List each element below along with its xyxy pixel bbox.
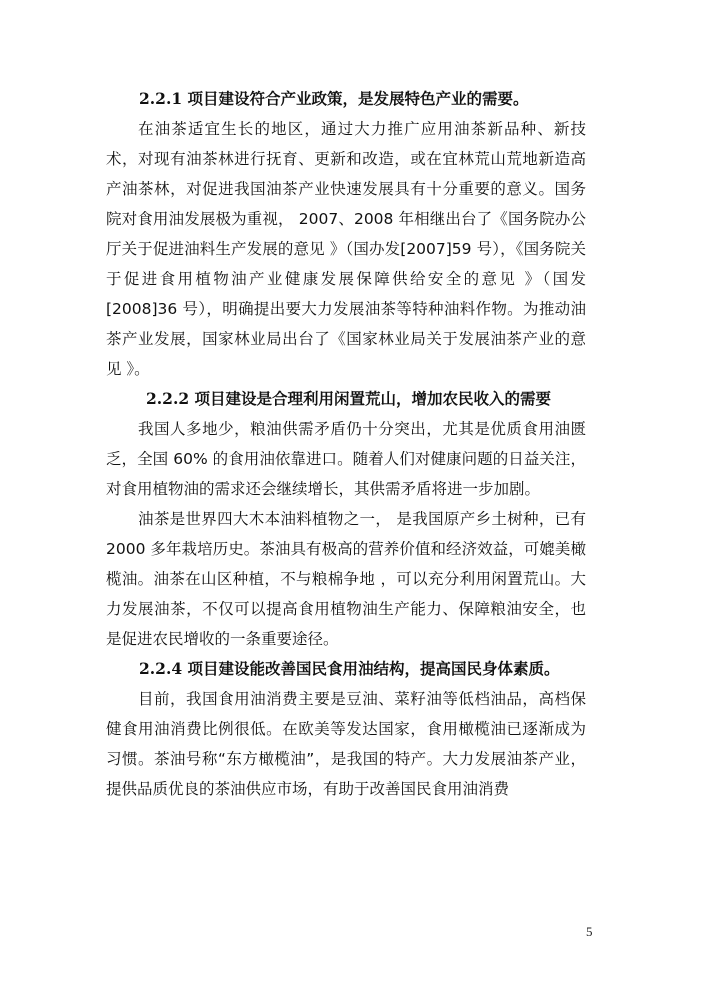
section-2-2-4-paragraph: 目前，我国食用油消费主要是豆油、菜籽油等低档油品，高档保健食用油消费比例很低。在欧美等发达国家，食用橄榄油已逐渐成为习惯。茶油号称“东方橄榄油”，是我国的特产。大力发展油茶产业，提供品质优良的茶油供应市场，有助于改善国民食用油消费 <box>106 690 586 798</box>
section-2-2-2-paragraph-1: 我国人多地少，粮油供需矛盾仍十分突出，尤其是优质食用油匮乏，全国 60% 的食用油依靠进口。随着人们对健康问题的日益关注，对食用植物油的需求还会继续增长，其供需矛盾将进一步加剧。 <box>106 420 586 498</box>
page-number: 5 <box>586 924 593 939</box>
section-heading-2-2-1: 2.2.1 项目建设符合产业政策，是发展特色产业的需要。 <box>139 89 529 108</box>
section-heading-2-2-4: 2.2.4 项目建设能改善国民食用油结构，提高国民身体素质。 <box>139 659 560 678</box>
section-2-2-2-paragraph-2: 油茶是世界四大木本油料植物之一， 是我国原产乡土树种，已有 2000 多年栽培历史。茶油具有极高的营养价值和经济效益，可媲美橄榄油。油茶在山区种植，不与粮棉争地 ，可以充分利用闲置荒山。大力发展油茶，不仅可以提高食用植物油生产能力、保障粮油安全，也是促进农民增收的一条重要途径。 <box>106 510 586 648</box>
section-heading-2-2-2: 2.2.2 项目建设是合理利用闲置荒山，增加农民收入的需要 <box>146 389 552 408</box>
section-2-2-1-paragraph: 在油茶适宜生长的地区，通过大力推广应用油茶新品种、新技术，对现有油茶林进行抚育、更新和改造，或在宜林荒山荒地新造高产油茶林，对促进我国油茶产业快速发展具有十分重要的意义。国务院对食用油发展极为重视， 2007、2008 年相继出台了《国务院办公厅关于促进油料生产发展的意见 》（国办发[2007]59 号），《国务院关于促进食用植物油产业健康发展保障供给安全的意见 》（国发[2008]36 号），明确提出要大力发展油茶等特种油料作物。为推动油茶产业发展，国家林业局出台了《国家林业局关于发展油茶产业的意见 》。 <box>106 120 586 378</box>
page-body <box>106 84 586 804</box>
